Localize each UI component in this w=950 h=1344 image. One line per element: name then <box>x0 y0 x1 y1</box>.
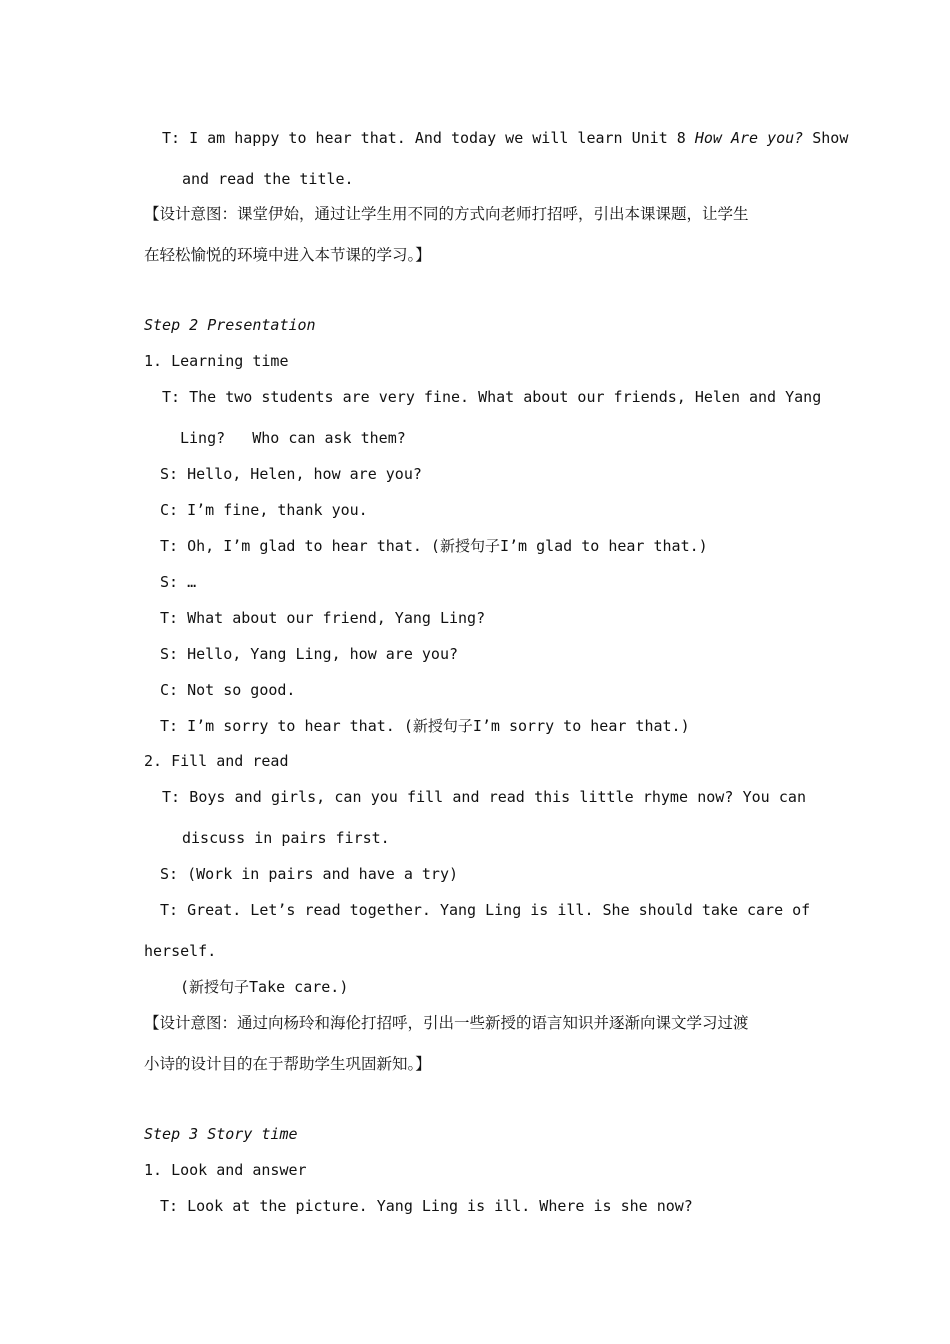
sub-heading: 1. Look and answer <box>144 1161 307 1179</box>
dialogue-line: (新授句子Take care.) <box>180 978 349 996</box>
dialogue-line: S: (Work in pairs and have a try) <box>160 865 459 883</box>
dialogue-line: discuss in pairs first. <box>182 829 390 847</box>
dialogue-line: T: Oh, I’m glad to hear that. (新授句子I’m glad to hear that.) <box>160 537 708 555</box>
dialogue-line: and read the title. <box>182 170 354 188</box>
design-intent: 小诗的设计目的在于帮助学生巩固新知。】 <box>144 1055 431 1073</box>
dialogue-line: C: Not so good. <box>160 681 296 699</box>
unit-title: How Are you? <box>694 129 804 147</box>
dialogue-line: T: I am happy to hear that. And today we will learn Unit 8 How Are you? Show <box>162 129 849 147</box>
dialogue-line: C: I’m fine, thank you. <box>160 501 368 519</box>
dialogue-line: S: Hello, Helen, how are you? <box>160 465 422 483</box>
dialogue-line: T: What about our friend, Yang Ling? <box>160 609 486 627</box>
dialogue-line: T: The two students are very fine. What about our friends, Helen and Yang <box>162 388 822 406</box>
sub-heading: 1. Learning time <box>144 352 289 370</box>
step-heading: Step 3 Story time <box>144 1125 298 1143</box>
design-intent: 在轻松愉悦的环境中进入本节课的学习。】 <box>144 246 431 264</box>
dialogue-line: S: Hello, Yang Ling, how are you? <box>160 645 459 663</box>
dialogue-line: T: Boys and girls, can you fill and read this little rhyme now? You can <box>162 788 806 806</box>
dialogue-line: T: Look at the picture. Yang Ling is ill. Where is she now? <box>160 1197 693 1215</box>
sub-heading: 2. Fill and read <box>144 752 289 770</box>
dialogue-line: herself. <box>144 942 217 960</box>
design-intent: 【设计意图：课堂伊始，通过让学生用不同的方式向老师打招呼，引出本课课题，让学生 <box>144 205 749 223</box>
design-intent: 【设计意图：通过向杨玲和海伦打招呼，引出一些新授的语言知识并逐渐向课文学习过渡 <box>144 1014 749 1032</box>
dialogue-line: S: … <box>160 573 197 591</box>
step-heading: Step 2 Presentation <box>144 316 316 334</box>
dialogue-line: Ling? Who can ask them? <box>180 429 406 447</box>
dialogue-line: T: Great. Let’s read together. Yang Ling is ill. She should take care of <box>160 901 811 919</box>
dialogue-line: T: I’m sorry to hear that. (新授句子I’m sorry to hear that.) <box>160 717 690 735</box>
